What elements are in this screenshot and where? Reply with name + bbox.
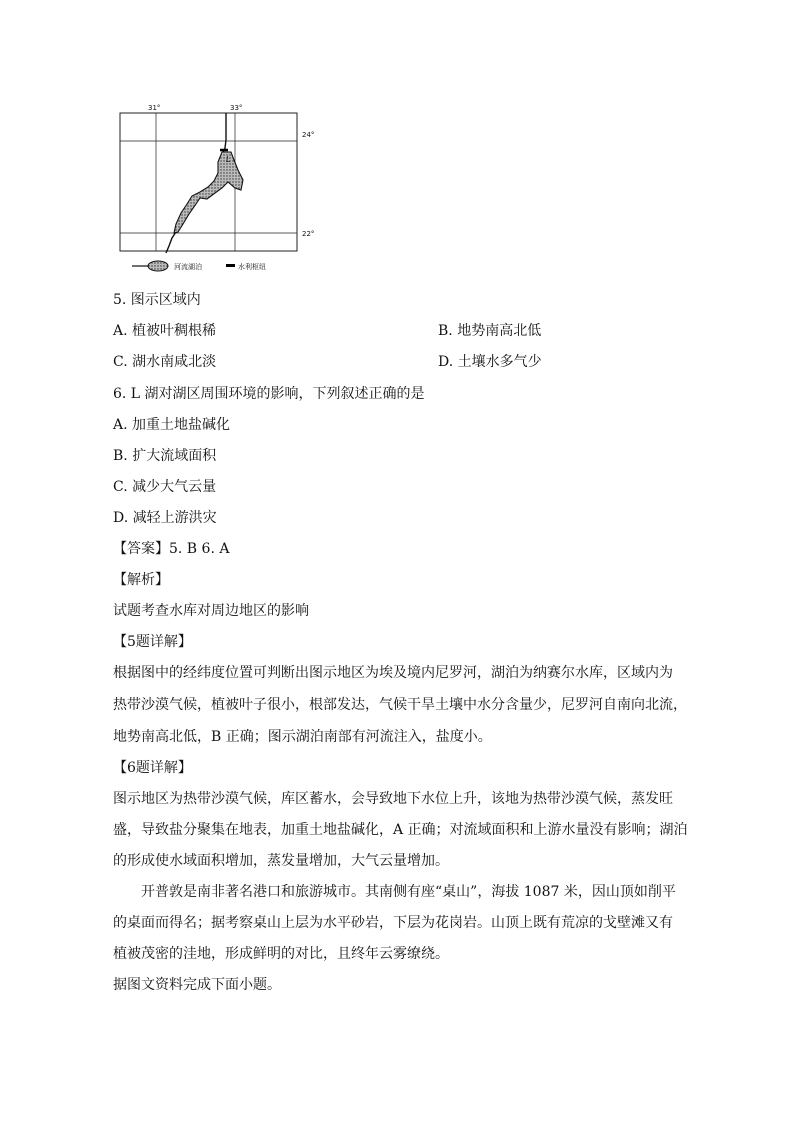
label-lat-22: 22° xyxy=(302,230,315,238)
lake-l xyxy=(174,152,243,233)
detail6-line: 的形成使水域面积增加，蒸发量增加，大气云量增加。 xyxy=(113,853,449,869)
q6-option-c: C. 减少大气云量 xyxy=(113,479,217,495)
detail5-heading: 【5题详解】 xyxy=(113,634,192,650)
detail6-line: 图示地区为热带沙漠气候，库区蓄水，会导致地下水位上升，该地为热带沙漠气候，蒸发旺 xyxy=(113,791,673,807)
q6-option-b: B. 扩大流域面积 xyxy=(113,448,217,464)
detail5-line: 热带沙漠气候，植被叶子很小，根部发达，气候干旱土壤中水分含量少，尼罗河自南向北流， xyxy=(113,697,687,713)
q5-option-b: B. 地势南高北低 xyxy=(438,323,542,339)
answer-line: 【答案】5. B 6. A xyxy=(113,541,230,557)
river-south xyxy=(166,232,176,253)
legend-lake-symbol xyxy=(148,261,168,271)
q6-option-d: D. 减轻上游洪灾 xyxy=(113,510,217,526)
detail5-line: 地势南高北低，B 正确；图示湖泊南部有河流注入，盐度小。 xyxy=(113,729,492,745)
q5-option-d: D. 土壤水多气少 xyxy=(438,354,542,370)
detail5-line: 根据图中的经纬度位置可判断出图示地区为埃及境内尼罗河，湖泊为纳赛尔水库，区域内为 xyxy=(113,665,673,681)
map-frame xyxy=(120,113,297,251)
passage-line: 的桌面而得名；据考察桌山上层为水平砂岩，下层为花岗岩。山顶上既有荒凉的戈壁滩又有 xyxy=(113,915,673,931)
passage-line: 植被茂密的洼地，形成鲜明的对比，且终年云雾缭绕。 xyxy=(113,946,449,962)
label-lon-33: 33° xyxy=(230,104,243,112)
label-lon-31: 31° xyxy=(148,104,161,112)
q5-option-c: C. 湖水南咸北淡 xyxy=(113,354,217,370)
q6-option-a: A. 加重土地盐碱化 xyxy=(113,417,231,433)
label-lat-24: 24° xyxy=(302,131,315,139)
q6-stem: 6. L 湖对湖区周围环境的影响，下列叙述正确的是 xyxy=(113,386,425,402)
legend-lake-text: 河流湖泊 xyxy=(174,263,202,271)
map-svg xyxy=(112,100,324,276)
q5-stem: 5. 图示区域内 xyxy=(113,292,201,308)
river-line xyxy=(222,113,226,154)
legend-dam-symbol xyxy=(226,264,235,267)
legend-dam-text: 水利枢纽 xyxy=(238,263,266,271)
analysis-heading: 【解析】 xyxy=(113,572,169,588)
label-lake-l: L xyxy=(226,155,231,164)
q5-option-a: A. 植被叶稠根稀 xyxy=(113,323,217,339)
passage-line: 开普敦是南非著名港口和旅游城市。其南侧有座“桌山”，海拔 1087 米，因山顶如削平 xyxy=(141,884,676,900)
map-figure xyxy=(112,100,324,276)
detail6-heading: 【6题详解】 xyxy=(113,760,192,776)
instruction-line: 据图文资料完成下面小题。 xyxy=(113,977,281,993)
analysis-intro: 试题考查水库对周边地区的影响 xyxy=(113,603,309,619)
detail6-line: 盛，导致盐分聚集在地表，加重土地盐碱化，A 正确；对流域面积和上游水量没有影响；湖泊 xyxy=(113,822,688,838)
